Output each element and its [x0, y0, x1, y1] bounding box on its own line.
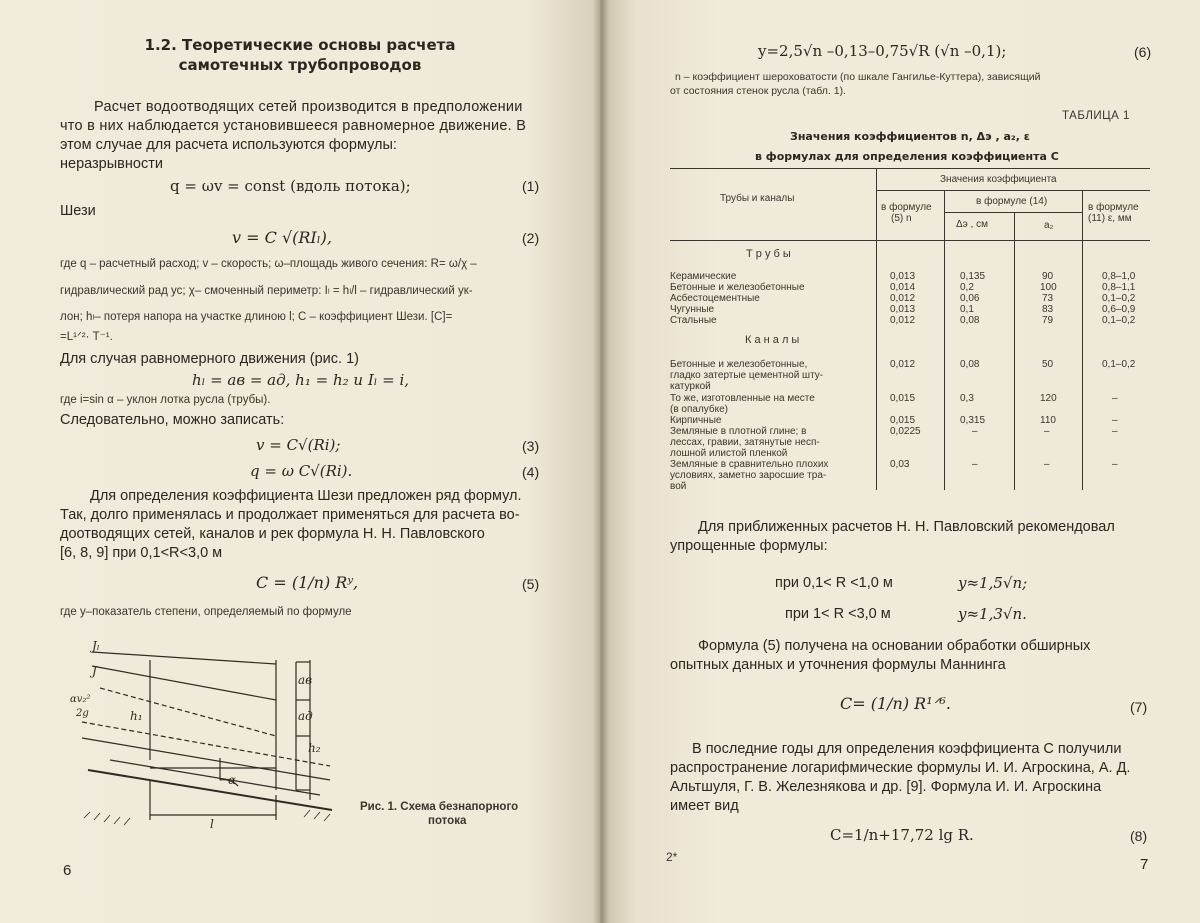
table-label: ТАБЛИЦА 1 [1062, 110, 1130, 122]
fig-label-jl: Jₗ [92, 640, 100, 653]
note-line: лон; hₗ– потеря напора на участке длиною l; C – коэффициент Шези. [C]= [60, 311, 453, 323]
table-header-pipes: Трубы и каналы [720, 193, 795, 204]
table-row-name: Бетонные и железобетонные, [670, 359, 808, 370]
equation-4: q = ω C√(Ri). [250, 462, 353, 480]
figure-caption-line2: потока [428, 815, 467, 827]
page-number-right: 7 [1140, 856, 1149, 873]
table-cell-delta: – [972, 426, 978, 437]
section-heading-line1: 1.2. Теоретические основы расчета [144, 36, 456, 54]
paragraph-line: [6, 8, 9] при 0,1<R<3,0 м [60, 545, 223, 561]
table-title-line2: в формулах для определения коэффициента C [755, 150, 1059, 163]
note-line: от состояния стенок русла (табл. 1). [670, 85, 846, 97]
table-cell-eps: 0,8–1,0 [1102, 271, 1136, 282]
page-number-left: 6 [63, 862, 72, 879]
approx-equation-2: y≈1,3√n. [958, 605, 1027, 623]
table-cell-eps: – [1112, 459, 1118, 470]
paragraph-line: неразрывности [60, 156, 163, 172]
equation-6: y=2,5√n –0,13–0,75√R (√n –0,1); [758, 42, 1007, 60]
table-cell-eps: 0,1–0,2 [1102, 359, 1136, 370]
table-row-name: лошной илистой пленкой [670, 448, 788, 459]
table-cell-eps: 0,6–0,9 [1102, 304, 1136, 315]
table-cell-eps: 0,1–0,2 [1102, 315, 1136, 326]
table-header-a2: a₂ [1044, 220, 1054, 231]
table-cell-a2: 110 [1040, 415, 1056, 426]
table-cell-n: 0,014 [890, 282, 916, 293]
table-cell-n: 0,015 [890, 415, 916, 426]
table-cell-delta: – [972, 459, 978, 470]
table-row-name: Чугунные [670, 304, 715, 315]
table-cell-a2: 83 [1042, 304, 1054, 315]
paragraph-line: опытных данных и уточнения формулы Маннинга [670, 657, 1006, 673]
table-cell-n: 0,012 [890, 315, 916, 326]
equation-uniform: hₗ = aв = aд, h₁ = h₂ и Iₗ = i, [192, 371, 410, 389]
table-section-canals: К а н а л ы [745, 334, 800, 346]
table-cell-eps: – [1112, 393, 1118, 404]
equation-3: v = C√(Ri); [256, 436, 341, 454]
note-y: где y–показатель степени, определяемый по формуле [60, 606, 352, 618]
table-cell-a2: 50 [1042, 359, 1054, 370]
table-row-name: лессах, гравии, затянутые несп- [670, 437, 820, 448]
paragraph-line: упрощенные формулы: [670, 538, 828, 554]
figure-caption-line1: Рис. 1. Схема безнапорного [360, 801, 519, 813]
note-line: n – коэффициент шероховатости (по шкале Гангилье-Куттера), зависящий [675, 71, 1041, 83]
table-header-f5: в формуле [881, 202, 932, 213]
fig-label-a-d: aд [298, 709, 313, 723]
fig-label-h1: h₁ [130, 709, 143, 723]
table-row-name: Кирпичные [670, 415, 722, 426]
table-cell-a2: 79 [1042, 315, 1054, 326]
fig-velocity-head-den: 2g [76, 708, 89, 719]
book-gutter [593, 0, 609, 923]
table-row-name: Стальные [670, 315, 717, 326]
right-page [600, 0, 1200, 923]
paragraph-line: В последние годы для определения коэффициента C получили [692, 741, 1122, 757]
note-line: =L¹ᐟ²· T⁻¹. [60, 331, 113, 343]
table-cell-eps: – [1112, 426, 1118, 437]
equation-number: (3) [522, 438, 540, 454]
table-header-delta: Δэ , см [956, 219, 988, 230]
signature-mark: 2* [666, 850, 678, 864]
paragraph-line: распространение логарифмические формулы И. И. Агроскина, А. Д. [670, 760, 1131, 776]
section-heading-line2: самотечных трубопроводов [178, 56, 422, 74]
approx-condition-2: при 1< R <3,0 м [785, 606, 891, 622]
table-header-f11: в формуле [1088, 202, 1139, 213]
table-header-f14: в формуле (14) [976, 196, 1048, 207]
table-cell-a2: 120 [1040, 393, 1057, 404]
equation-number: (2) [522, 230, 540, 246]
equation-number: (6) [1134, 44, 1152, 60]
equation-7: C= (1/n) R¹ᐟ⁶. [840, 694, 951, 713]
fig-label-a-b: aв [298, 673, 313, 687]
hence-label: Следовательно, можно записать: [60, 412, 285, 428]
table-cell-delta: 0,315 [960, 415, 986, 426]
equation-number: (7) [1130, 699, 1148, 715]
table-header-f5: (5) n [891, 213, 912, 224]
table-section-pipes: Т р у б ы [746, 248, 791, 260]
fig-label-l: l [210, 817, 214, 830]
fig-label-alpha: α [228, 773, 237, 787]
fig-label-h2: h₂ [308, 741, 321, 755]
table-row-name: Асбестоцементные [670, 293, 760, 304]
table-cell-a2: 73 [1042, 293, 1054, 304]
paragraph-line: Для определения коэффициента Шези предложен ряд формул. [90, 488, 522, 504]
table-cell-n: 0,015 [890, 393, 916, 404]
flow-diagram [70, 640, 350, 830]
approx-equation-1: y≈1,5√n; [958, 574, 1028, 592]
table-title-line1: Значения коэффициентов n, Δэ , a₂, ε [790, 130, 1030, 143]
fig-velocity-head-num: αv₂² [70, 694, 91, 705]
fig-label-j: J [92, 664, 97, 678]
table-row-name: катуркой [670, 381, 711, 392]
paragraph-line: Расчет водоотводящих сетей производится в предположении [94, 99, 523, 115]
equation-number: (5) [522, 576, 540, 592]
note-line: где q – расчетный расход; v – скорость; ω–площадь живого сечения: R= ω/χ – [60, 258, 477, 270]
approx-condition-1: при 0,1< R <1,0 м [775, 575, 893, 591]
paragraph-line: этом случае для расчета используются формулы: [60, 137, 397, 153]
table-cell-a2: – [1044, 426, 1050, 437]
equation-number: (4) [522, 464, 540, 480]
chezy-label: Шези [60, 203, 96, 219]
paragraph-line: Альтшуля, Г. В. Железнякова и др. [9]. Формула И. И. Агроскина [670, 779, 1102, 795]
paragraph-line: Формула (5) получена на основании обработки обширных [698, 638, 1091, 654]
table-cell-delta: 0,3 [960, 393, 974, 404]
table-cell-eps: 0,1–0,2 [1102, 293, 1136, 304]
equation-8: C=1/n+17,72 lg R. [830, 826, 974, 844]
table-cell-n: 0,013 [890, 271, 916, 282]
paragraph-line: имеет вид [670, 798, 739, 814]
table-cell-n: 0,012 [890, 293, 916, 304]
table-row-name: То же, изготовленные на месте [670, 393, 815, 404]
note-line: гидравлический рад ус; χ– смоченный периметр: Iₗ = hₗ/l – гидравлический ук- [60, 285, 473, 297]
equation-number: (1) [522, 178, 540, 194]
table-row-name: вой [670, 481, 687, 492]
table-cell-delta: 0,2 [960, 282, 974, 293]
paragraph-line: Для приближенных расчетов Н. Н. Павловский рекомендовал [698, 519, 1115, 535]
table-row-name: Бетонные и железобетонные [670, 282, 805, 293]
table-cell-n: 0,03 [890, 459, 910, 470]
table-row-name: Земляные в плотной глине; в [670, 426, 807, 437]
table-row-name: условиях, заметно заросшие тра- [670, 470, 827, 481]
equation-number: (8) [1130, 828, 1148, 844]
table-cell-delta: 0,08 [960, 359, 980, 370]
table-row-name: гладко затертые цементной шту- [670, 370, 824, 381]
table-cell-a2: – [1044, 459, 1050, 470]
table-cell-eps: – [1112, 415, 1118, 426]
equation-5: C = (1/n) Rʸ, [256, 573, 359, 592]
table-cell-a2: 100 [1040, 282, 1057, 293]
table-cell-delta: 0,08 [960, 315, 980, 326]
table-header-values: Значения коэффициента [940, 174, 1057, 185]
table-cell-n: 0,012 [890, 359, 916, 370]
table-cell-n: 0,013 [890, 304, 916, 315]
table-row-name: (в опалубке) [670, 404, 729, 415]
equation-1: q = ωv = const (вдоль потока); [170, 177, 411, 195]
table-cell-n: 0,0225 [890, 426, 921, 437]
table-cell-eps: 0,8–1,1 [1102, 282, 1136, 293]
paragraph-line: Так, долго применялась и продолжает применяться для расчета во- [60, 507, 520, 523]
table-cell-delta: 0,1 [960, 304, 974, 315]
paragraph-line: что в них наблюдается установившееся равномерное движение. В [60, 118, 527, 134]
equation-2: v = C √(RIₗ), [232, 228, 332, 247]
paragraph-line: доотводящих сетей, каналов и рек формула Н. Н. Павловского [60, 526, 485, 542]
table-cell-delta: 0,135 [960, 271, 986, 282]
note-slope: где i=sin α – уклон лотка русла (трубы). [60, 394, 271, 406]
table-cell-a2: 90 [1042, 271, 1054, 282]
table-cell-delta: 0,06 [960, 293, 980, 304]
table-row-name: Земляные в сравнительно плохих [670, 459, 829, 470]
uniform-flow-label: Для случая равномерного движения (рис. 1) [60, 351, 359, 367]
table-row-name: Керамические [670, 271, 737, 282]
table-header-f11: (11) ε, мм [1088, 213, 1132, 224]
